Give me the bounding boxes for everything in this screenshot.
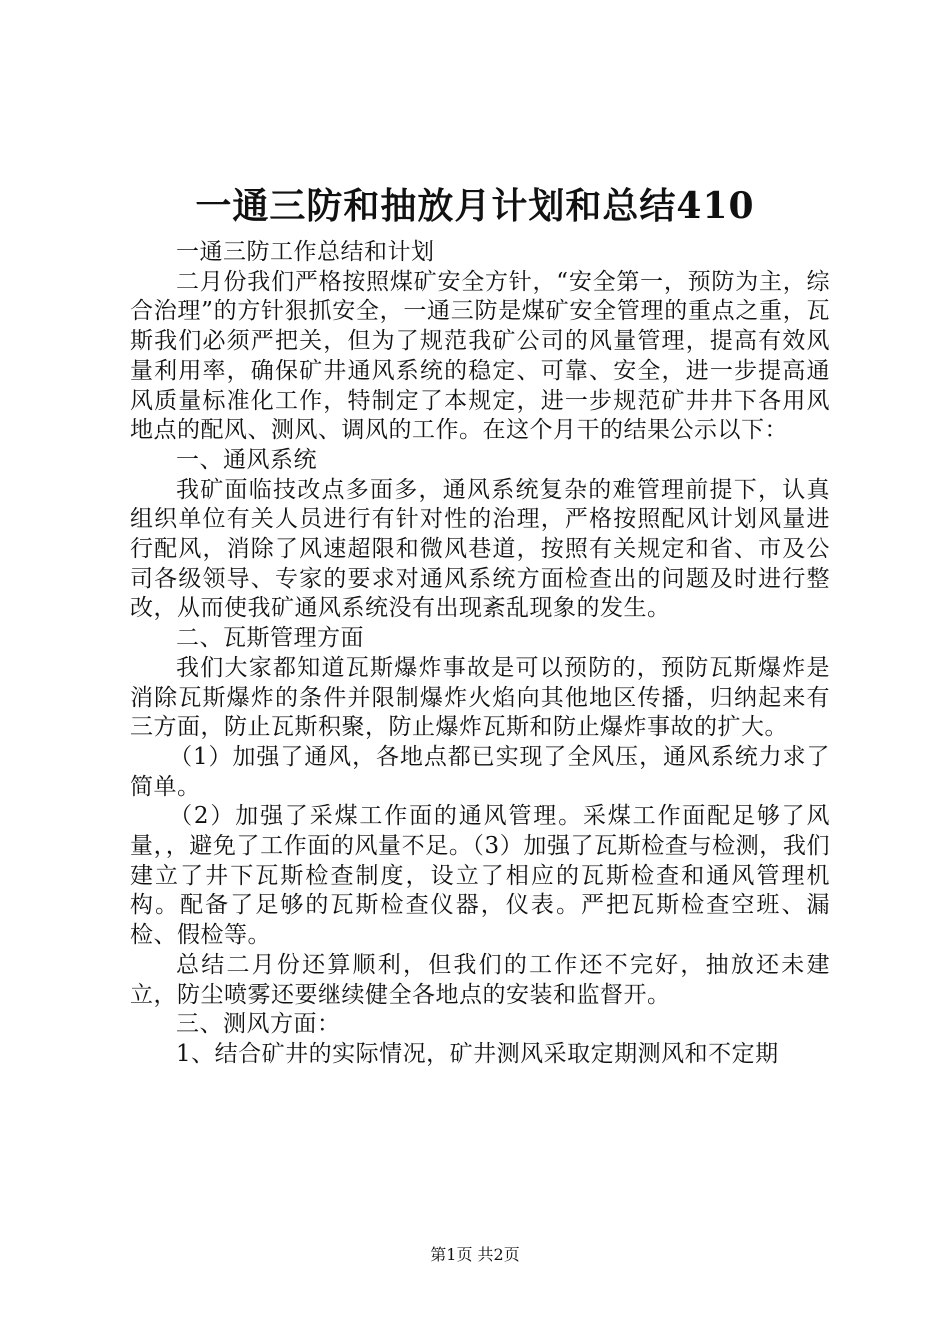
- paragraph: （2）加强了采煤工作面的通风管理。采煤工作面配足够了风量，，避免了工作面的风量不足。（3）加强了瓦斯检查与检测，我们建立了井下瓦斯检查制度，设立了相应的瓦斯检查和通风管理机构。配备了足够的瓦斯检查仪器，仪表。严把瓦斯检查空班、漏检、假检等。: [130, 803, 830, 949]
- section-heading: 一通三防工作总结和计划: [176, 239, 435, 265]
- section-heading: 三、测风方面：: [176, 1011, 341, 1038]
- paragraph: （1）加强了通风，各地点都已实现了全风压，通风系统力求了简单。: [130, 743, 830, 800]
- paragraph: 1、结合矿井的实际情况，矿井测风采取定期测风和不定期: [176, 1040, 779, 1067]
- paragraph: 总结二月份还算顺利，但我们的工作还不完好，抽放还未建立，防尘喷雾还要继续健全各地点的安装和监督开。: [130, 951, 830, 1008]
- paragraph: 我矿面临技改点多面多，通风系统复杂的难管理前提下，认真组织单位有关人员进行有针对性的治理，严格按照配风计划风量进行配风，消除了风速超限和微风巷道，按照有关规定和省、市及公司各级领导、专家的要求对通风系统方面检查出的问题及时进行整改，从而使我矿通风系统没有出现紊乱现象的发生。: [130, 476, 830, 622]
- paragraph: 二月份我们严格按照煤矿安全方针，“安全第一，预防为主，综合治理”的方针狠抓安全，一通三防是煤矿安全管理的重点之重，瓦斯我们必须严把关，但为了规范我矿公司的风量管理，提高有效风量利用率，确保矿井通风系统的稳定、可靠、安全，进一步提高通风质量标准化工作，特制定了本规定，进一步规范矿井井下各用风地点的配风、测风、调风的工作。在这个月干的结果公示以下：: [130, 268, 830, 444]
- section-heading: 一、通风系统: [176, 446, 317, 473]
- page-number-footer: 第1页 共2页: [430, 1245, 520, 1264]
- section-heading: 二、瓦斯管理方面: [176, 625, 364, 652]
- document-body: [130, 238, 830, 1070]
- paragraph: 我们大家都知道瓦斯爆炸事故是可以预防的，预防瓦斯爆炸是消除瓦斯爆炸的条件并限制爆炸火焰向其他地区传播，归纳起来有三方面，防止瓦斯积聚，防止爆炸瓦斯和防止爆炸事故的扩大。: [130, 654, 830, 741]
- document-title: 一通三防和抽放月计划和总结410: [195, 185, 755, 227]
